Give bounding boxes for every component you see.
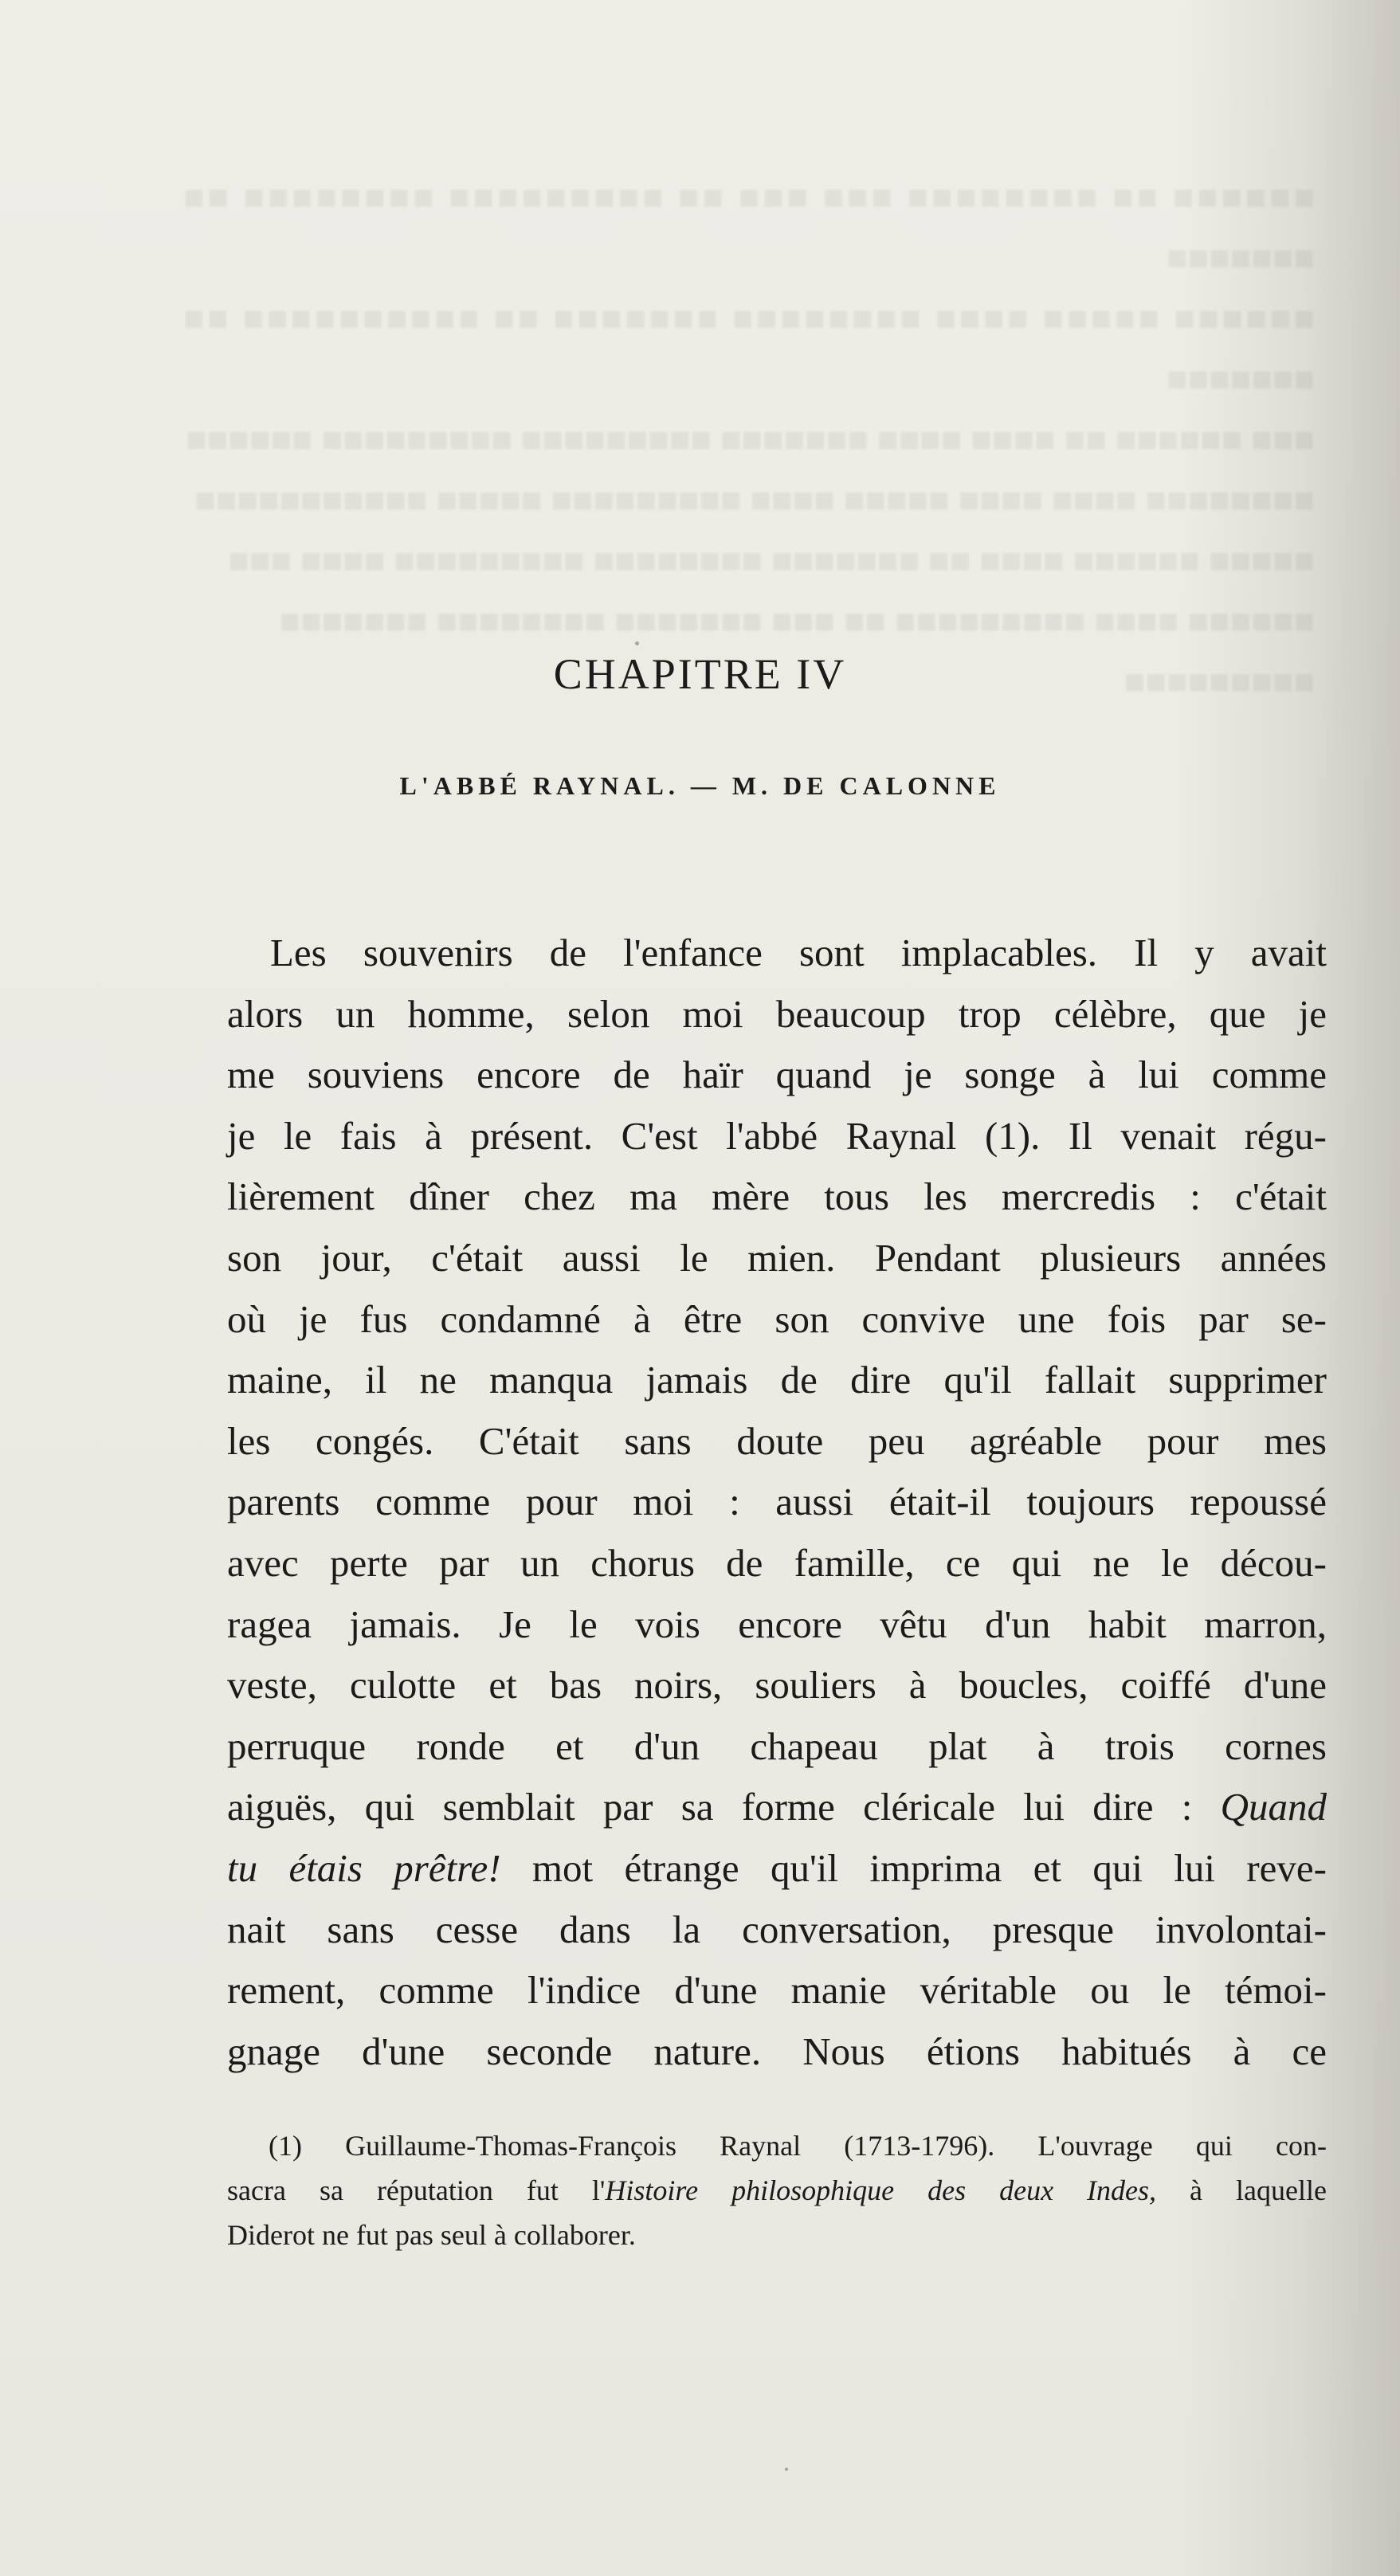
footnote-line: (1) Guillaume-Thomas-François Raynal (1713-1796). L'ouvrage qui con- <box>269 2130 1327 2162</box>
body-line: ragea jamais. Je le vois encore vêtu d'un habit marron, <box>227 1602 1327 1646</box>
body-line: son jour, c'était aussi le mien. Pendant plusieurs années <box>227 1235 1327 1280</box>
body-line: je le fais à présent. C'est l'abbé Raynal (1). Il venait régu- <box>227 1113 1327 1158</box>
body-line-with-quote <box>227 1838 1327 1900</box>
body-line: veste, culotte et bas noirs, souliers à boucles, coiffé d'une <box>227 1663 1327 1708</box>
footnote <box>227 2123 1327 2257</box>
body-text <box>227 923 1327 2082</box>
chapter-subtitle: L'ABBÉ RAYNAL. — M. DE CALONNE <box>399 771 1001 800</box>
body-line: me souviens encore de haïr quand je songe à lui comme <box>227 1053 1327 1097</box>
body-line: Les souvenirs de l'enfance sont implacables. Il y avait <box>270 931 1327 974</box>
paper-speck <box>635 641 639 645</box>
body-line: alors un homme, selon moi beaucoup trop célèbre, que je <box>227 991 1327 1036</box>
body-line: rement, comme l'indice d'une manie véritable ou le témoi- <box>227 1968 1327 2013</box>
footnote-line: Diderot ne fut pas seul à collaborer. <box>227 2219 636 2251</box>
footnote-text: sacra sa réputation fut l' <box>227 2174 606 2206</box>
body-line: où je fus condamné à être son convive une fois par se- <box>227 1296 1327 1341</box>
body-line: nait sans cesse dans la conversation, presque involontai- <box>227 1907 1327 1951</box>
body-line: les congés. C'était sans doute peu agréable pour mes <box>227 1418 1327 1463</box>
body-line-with-quote <box>227 1777 1327 1838</box>
paper-speck <box>785 2468 788 2471</box>
body-line: maine, il ne manqua jamais de dire qu'il fallait supprimer <box>227 1358 1327 1402</box>
body-line: gnage d'une seconde nature. Nous étions habitués à ce <box>227 2029 1327 2073</box>
body-line: lièrement dîner chez ma mère tous les mercredis : c'était <box>227 1174 1327 1219</box>
body-line: perruque ronde et d'un chapeau plat à trois cornes <box>227 1723 1327 1768</box>
footnote-book-title: Histoire philosophique des deux Indes, <box>605 2174 1157 2206</box>
footnote-text: à laquelle <box>1156 2174 1327 2206</box>
body-line-text: mot étrange qu'il imprima et qui lui reve- <box>531 1845 1327 1890</box>
body-line: avec perte par un chorus de famille, ce qui ne le décou- <box>227 1540 1327 1585</box>
bleed-through-texture: ■■■■■■ ■■ ■■■■■■■■ ■■■ ■■■ ■■ ■■■■■■■■■ ■■■■■■■■ ■■ ■■■■■■■ ■■■■■■ ■■■■■ ■■■■ ■■■■■■■■ ■■■■■■■ ■■ ■■■■■■■■■■ ■■ ■■■■■■■ ■■■ ■■■■■■ ■■ ■■■■ ■■■■ ■■■■■■■ ■■■■■■■■■ ■■■■■■■■■ ■■■■■■ ■■■■■■■■ ■■■■ ■■■■ ■■■■■ ■■■■ ■■■■■■■■■ ■■■■■ ■■■■■■■■■■■ ■■■■■ ■■■■■■ ■■■■ ■■ ■■■■■■■ ■■■■■■■■ ■■■■■■■■■ ■■■■ ■■■ ■■■■■■ ■■■■ ■■■■■■■■■ ■■ ■■■ ■■■■■■■ ■■■■■■■■ ■■■■■■■ ■■■■■■■■■ <box>183 178 1315 701</box>
italic-quote: Quand <box>1220 1785 1327 1829</box>
italic-quote: tu étais prêtre! <box>227 1845 501 1890</box>
footnote-line <box>227 2168 1327 2213</box>
body-line-text: aiguës, qui semblait par sa forme cléricale lui dire : <box>227 1785 1193 1829</box>
chapter-title: CHAPITRE IV <box>553 650 847 698</box>
body-line: parents comme pour moi : aussi était-il toujours repoussé <box>227 1480 1327 1524</box>
